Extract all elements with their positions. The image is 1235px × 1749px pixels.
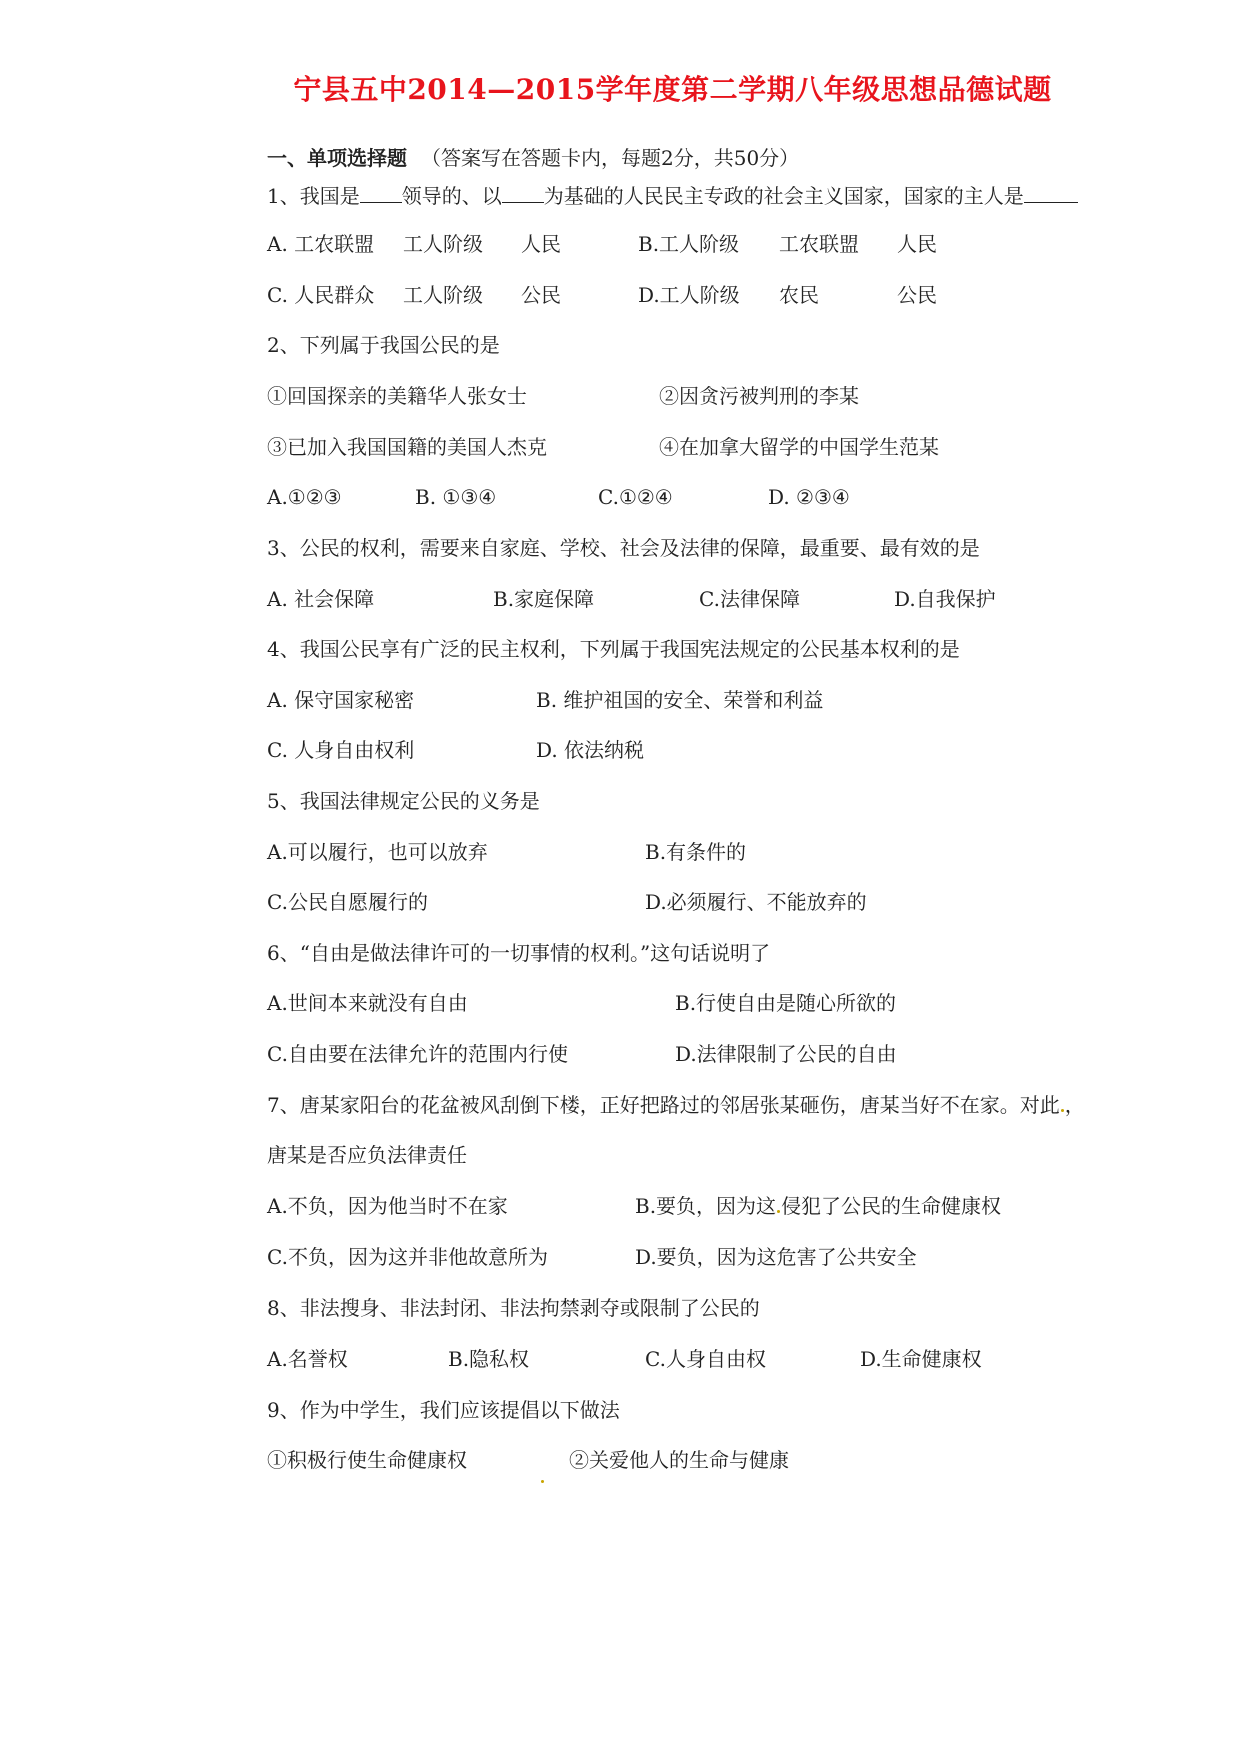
question-1-options-row-2: [267, 281, 1167, 309]
q7-option-b: [635, 1192, 1001, 1220]
mark-dot: [1061, 1109, 1064, 1112]
q7-option-a: A.不负，因为他当时不在家: [267, 1194, 508, 1218]
question-5-options-row-2: [267, 888, 1167, 916]
q6-option-d: D.法律限制了公民的自由: [675, 1042, 897, 1066]
question-7-options-row-1: [267, 1192, 1167, 1220]
q1-text-1: 1、我国是: [267, 184, 360, 208]
q6-option-a: A.世间本来就没有自由: [267, 991, 468, 1015]
question-4-stem: 4、我国公民享有广泛的民主权利，下列属于我国宪法规定的公民基本权利的是: [267, 637, 960, 661]
q5-option-d: D.必须履行、不能放弃的: [645, 890, 867, 914]
q8-option-c: C.人身自由权: [645, 1347, 766, 1371]
question-3-stem: 3、公民的权利，需要来自家庭、学校、社会及法律的保障，最重要、最有效的是: [267, 536, 980, 560]
mark-dot: [540, 1462, 545, 1490]
mark-dot: [777, 1210, 780, 1213]
question-5-stem: 5、我国法律规定公民的义务是: [267, 789, 540, 813]
question-5-options-row-1: [267, 838, 1167, 866]
question-7-options-row-2: [267, 1243, 1167, 1271]
q6-option-b: B.行使自由是随心所欲的: [675, 991, 897, 1015]
mark-dot-shape: [541, 1480, 544, 1483]
q2-item-1: ①回国探亲的美籍华人张女士: [267, 384, 527, 408]
q1-option-c-3: 公民: [521, 283, 561, 307]
q2-item-3: ③已加入我国国籍的美国人杰克: [267, 435, 547, 459]
question-8-stem: 8、非法搜身、非法封闭、非法拘禁剥夺或限制了公民的: [267, 1296, 760, 1320]
question-4-options-row-1: [267, 686, 1167, 714]
q7-stem-punct: ，: [1064, 1093, 1085, 1117]
answer-blank: [1024, 184, 1078, 203]
question-9-stem: 9、作为中学生，我们应该提倡以下做法: [267, 1398, 620, 1422]
q7-stem-text: 7、唐某家阳台的花盆被风刮倒下楼，正好把路过的邻居张某砸伤，唐某当好不在家。对此: [267, 1093, 1060, 1117]
q7-option-c: C.不负，因为这并非他故意所为: [267, 1245, 548, 1269]
question-7-stem-line-2: 唐某是否应负法律责任: [267, 1143, 467, 1167]
question-1-options-row-1: [267, 230, 1167, 258]
question-4-options-row-2: [267, 736, 1167, 764]
question-6-options-row-1: [267, 989, 1167, 1017]
q2-item-4: ④在加拿大留学的中国学生范某: [659, 435, 939, 459]
question-2-items-row-1: [267, 382, 1167, 410]
q1-option-a-1: A. 工农联盟: [267, 232, 375, 256]
q1-option-d-2: 农民: [779, 283, 819, 307]
q2-option-d: D. ②③④: [768, 485, 850, 509]
q4-option-d: D. 依法纳税: [536, 738, 645, 762]
q1-text-2: 领导的、以: [401, 184, 502, 208]
section-note: （答案写在答题卡内，每题2分，共50分）: [421, 146, 800, 170]
q2-option-c: C.①②④: [598, 485, 673, 509]
q5-option-b: B.有条件的: [645, 840, 747, 864]
q9-item-1: ①积极行使生命健康权: [267, 1448, 467, 1472]
q1-option-d-1: D.工人阶级: [638, 283, 740, 307]
q1-option-b-3: 人民: [897, 232, 937, 256]
q7-option-d: D.要负，因为这危害了公共安全: [635, 1245, 917, 1269]
q3-option-d: D.自我保护: [894, 587, 996, 611]
q3-option-a: A. 社会保障: [267, 587, 375, 611]
question-6-options-row-2: [267, 1040, 1167, 1068]
section-heading: [267, 142, 799, 171]
question-3-options: [267, 585, 1167, 613]
section-title: 一、单项选择题: [267, 146, 407, 170]
question-9-items: [267, 1446, 1167, 1474]
q4-option-a: A. 保守国家秘密: [267, 688, 415, 712]
q4-option-b: B. 维护祖国的安全、荣誉和利益: [536, 688, 824, 712]
q7-option-b-text-1: B.要负，因为这: [635, 1194, 777, 1218]
q2-item-2: ②因贪污被判刑的李某: [659, 384, 859, 408]
answer-blank: [360, 184, 402, 203]
q1-text-3: 为基础的人民民主专政的社会主义国家，国家的主人是: [543, 184, 1024, 208]
q3-option-b: B.家庭保障: [493, 587, 595, 611]
q3-option-c: C.法律保障: [699, 587, 800, 611]
question-2-stem: 2、下列属于我国公民的是: [267, 333, 500, 357]
answer-blank: [502, 184, 544, 203]
q2-option-a: A.①②③: [267, 485, 342, 509]
q5-option-a: A.可以履行，也可以放弃: [267, 840, 488, 864]
q8-option-d: D.生命健康权: [860, 1347, 982, 1371]
q1-option-a-3: 人民: [521, 232, 561, 256]
question-6-stem: 6、“自由是做法律许可的一切事情的权利。”这句话说明了: [267, 941, 771, 965]
question-2-options: [267, 483, 1167, 511]
q1-option-b-2: 工农联盟: [779, 232, 859, 256]
q2-option-b: B. ①③④: [415, 485, 497, 509]
question-2-items-row-2: [267, 433, 1167, 461]
q6-option-c: C.自由要在法律允许的范围内行使: [267, 1042, 568, 1066]
q1-option-b-1: B.工人阶级: [638, 232, 740, 256]
q4-option-c: C. 人身自由权利: [267, 738, 415, 762]
q9-item-2: ②关爱他人的生命与健康: [569, 1448, 789, 1472]
question-7-stem-line-1: [267, 1091, 1085, 1119]
q8-option-b: B.隐私权: [448, 1347, 530, 1371]
q1-option-c-1: C. 人民群众: [267, 283, 375, 307]
page-title: 宁县五中2014—2015学年度第二学期八年级思想品德试题: [293, 73, 1052, 106]
q7-option-b-text-2: 侵犯了公民的生命健康权: [781, 1194, 1002, 1218]
q5-option-c: C.公民自愿履行的: [267, 890, 428, 914]
q1-option-c-2: 工人阶级: [403, 283, 483, 307]
q1-option-d-3: 公民: [897, 283, 937, 307]
question-1-stem: [267, 182, 1078, 210]
q1-option-a-2: 工人阶级: [403, 232, 483, 256]
question-8-options: [267, 1345, 1167, 1373]
q8-option-a: A.名誉权: [267, 1347, 348, 1371]
